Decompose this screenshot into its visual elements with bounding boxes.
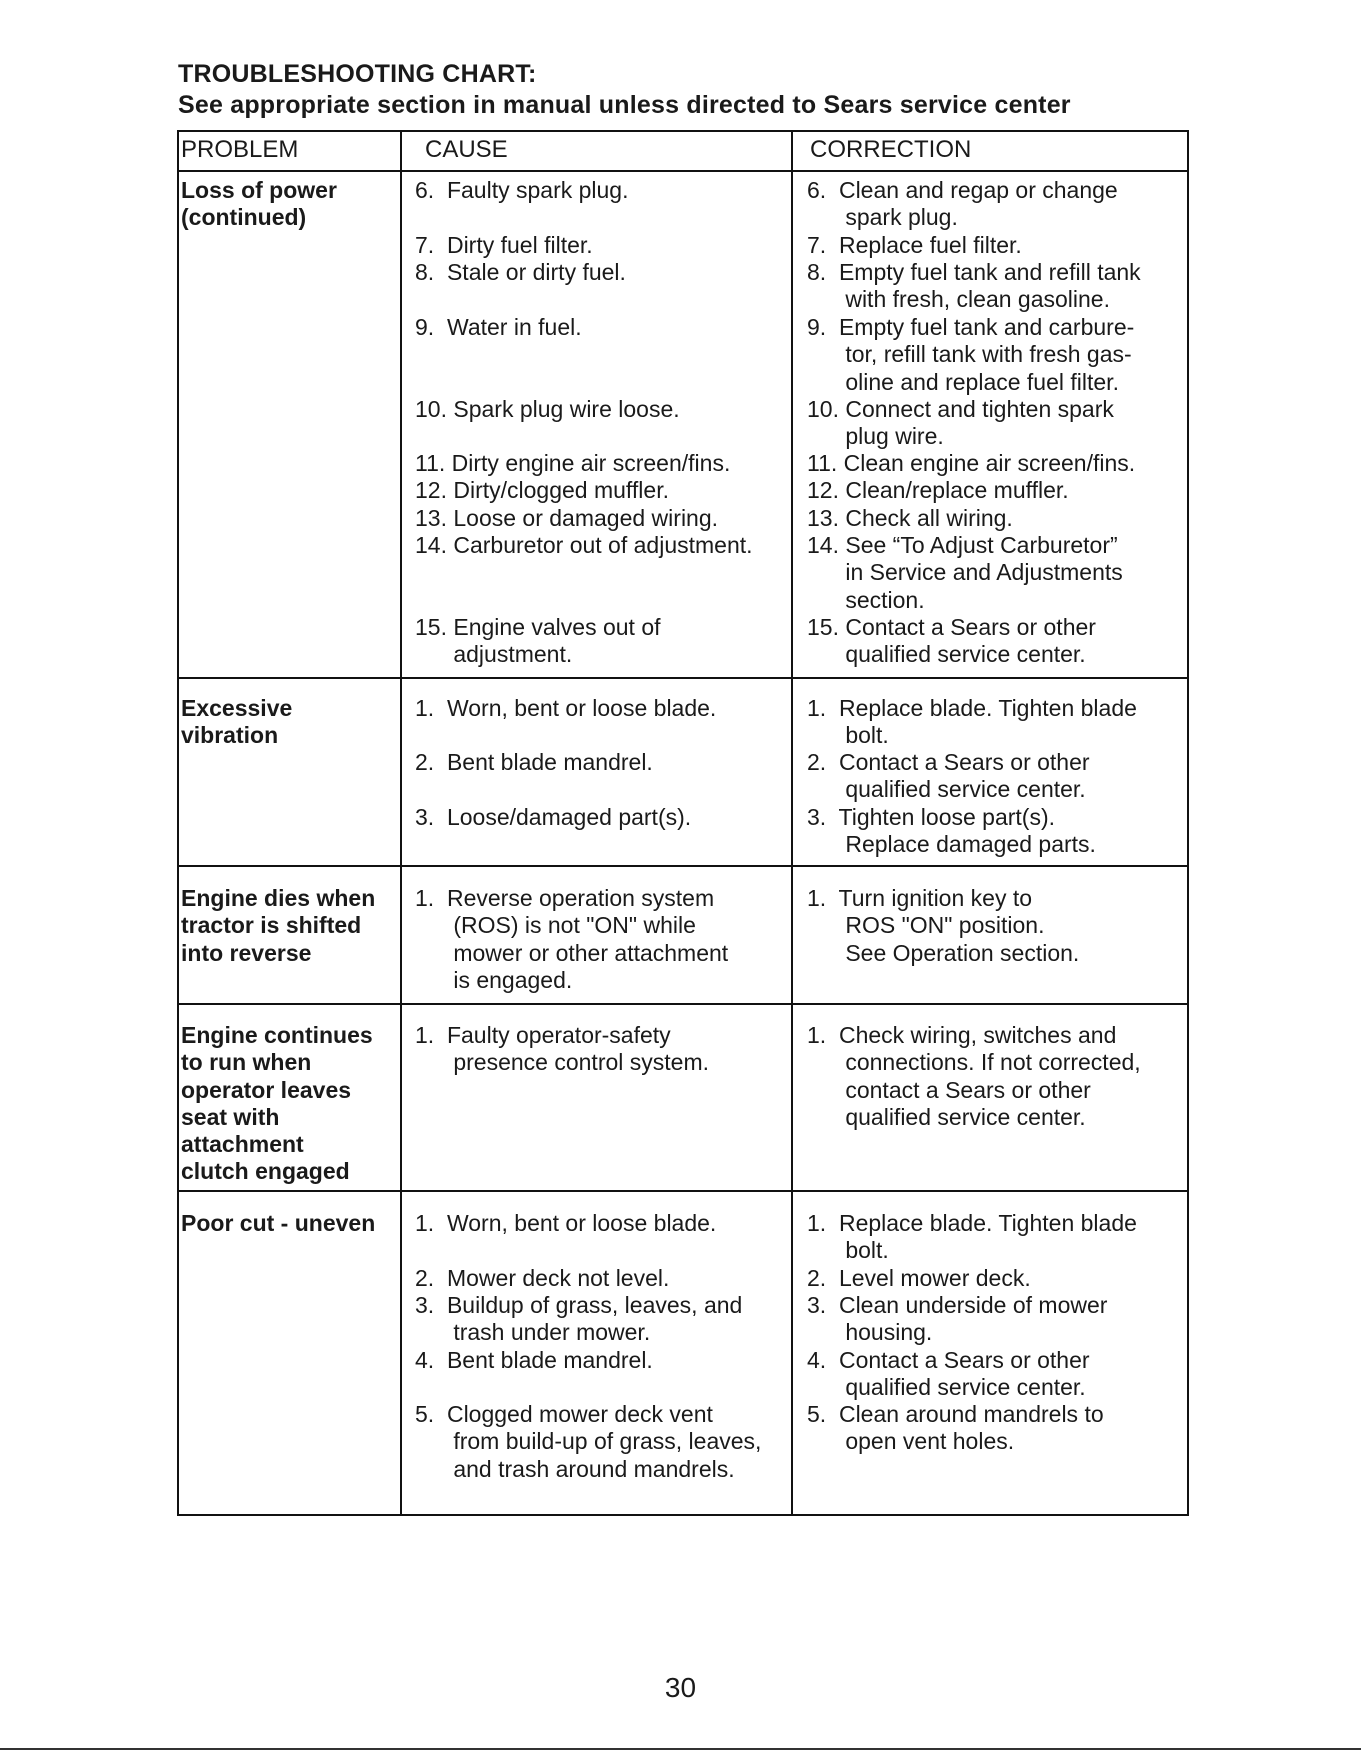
correction-item: 8. Empty fuel tank and refill tank with fresh, clean gasoline. [807, 259, 1141, 313]
correction-item: 9. Empty fuel tank and carbure- tor, refill tank with fresh gas- oline and replace fuel filter. [807, 314, 1135, 395]
correction-item: 6. Clean and regap or change spark plug. [807, 177, 1118, 231]
cause-item: 12. Dirty/clogged muffler. [415, 477, 669, 503]
correction-item: 12. Clean/replace muffler. [807, 477, 1069, 503]
correction-item: 1. Turn ignition key to ROS "ON" position. See Operation section. [807, 885, 1080, 966]
header-cause: CAUSE [425, 136, 508, 163]
cause-item: 1. Faulty operator-safety presence control system. [415, 1022, 710, 1076]
correction-item: 2. Contact a Sears or other qualified service center. [807, 749, 1090, 803]
cause-item: 13. Loose or damaged wiring. [415, 505, 719, 531]
row-divider [179, 1003, 1187, 1005]
correction-item: 1. Replace blade. Tighten blade bolt. [807, 1210, 1137, 1264]
correction-item: 1. Check wiring, switches and connections. If not corrected, contact a Sears or other qualified service center. [807, 1022, 1141, 1130]
cause-item: 2. Bent blade mandrel. [415, 749, 653, 775]
correction-item: 14. See “To Adjust Carburetor” in Service and Adjustments section. [807, 532, 1123, 613]
problem-loss-of-power: Loss of power (continued) [181, 177, 337, 231]
chart-subtitle: See appropriate section in manual unless directed to Sears service center [178, 91, 1071, 119]
cause-item: 1. Worn, bent or loose blade. [415, 1210, 717, 1236]
cause-item: 10. Spark plug wire loose. [415, 396, 680, 422]
correction-item: 1. Replace blade. Tighten blade bolt. [807, 695, 1137, 749]
cause-item: 1. Worn, bent or loose blade. [415, 695, 717, 721]
correction-item: 5. Clean around mandrels to open vent holes. [807, 1401, 1104, 1455]
correction-item: 11. Clean engine air screen/fins. [807, 450, 1136, 476]
cause-item: 1. Reverse operation system (ROS) is not "ON" while mower or other attachment is engaged. [415, 885, 729, 993]
cause-item: 4. Bent blade mandrel. [415, 1347, 653, 1373]
header-divider [179, 170, 1187, 172]
row-divider [179, 677, 1187, 679]
header-problem: PROBLEM [181, 136, 299, 163]
row-divider [179, 865, 1187, 867]
cause-item: 6. Faulty spark plug. [415, 177, 629, 203]
cause-item: 2. Mower deck not level. [415, 1265, 670, 1291]
cause-item: 7. Dirty fuel filter. [415, 232, 593, 258]
correction-item: 4. Contact a Sears or other qualified service center. [807, 1347, 1090, 1401]
cause-item: 8. Stale or dirty fuel. [415, 259, 626, 285]
column-divider [791, 132, 793, 1514]
row-divider [179, 1190, 1187, 1192]
problem-excessive-vibration: Excessive vibration [181, 695, 293, 749]
problem-poor-cut-uneven: Poor cut - uneven [181, 1210, 376, 1236]
cause-item: 3. Buildup of grass, leaves, and trash under mower. [415, 1292, 743, 1346]
problem-engine-dies-reverse: Engine dies when tractor is shifted into reverse [181, 885, 376, 966]
column-divider [400, 132, 402, 1514]
cause-item: 11. Dirty engine air screen/fins. [415, 450, 731, 476]
cause-item: 5. Clogged mower deck vent from build-up of grass, leaves, and trash around mandrels. [415, 1401, 762, 1482]
correction-item: 3. Clean underside of mower housing. [807, 1292, 1108, 1346]
correction-item: 7. Replace fuel filter. [807, 232, 1022, 258]
chart-title: TROUBLESHOOTING CHART: [178, 60, 537, 88]
page-number: 30 [664, 1672, 697, 1703]
page-bottom-rule [0, 1748, 1361, 1750]
correction-item: 15. Contact a Sears or other qualified service center. [807, 614, 1096, 668]
cause-item: 15. Engine valves out of adjustment. [415, 614, 661, 668]
correction-item: 2. Level mower deck. [807, 1265, 1031, 1291]
troubleshooting-table [177, 130, 1189, 1516]
cause-item: 3. Loose/damaged part(s). [415, 804, 692, 830]
cause-item: 9. Water in fuel. [415, 314, 582, 340]
header-correction: CORRECTION [810, 136, 972, 163]
correction-item: 3. Tighten loose part(s). Replace damaged parts. [807, 804, 1096, 858]
correction-item: 10. Connect and tighten spark plug wire. [807, 396, 1114, 450]
problem-engine-continues: Engine continues to run when operator leaves seat with attachment clutch engaged [181, 1022, 373, 1185]
cause-item: 14. Carburetor out of adjustment. [415, 532, 753, 558]
correction-item: 13. Check all wiring. [807, 505, 1013, 531]
